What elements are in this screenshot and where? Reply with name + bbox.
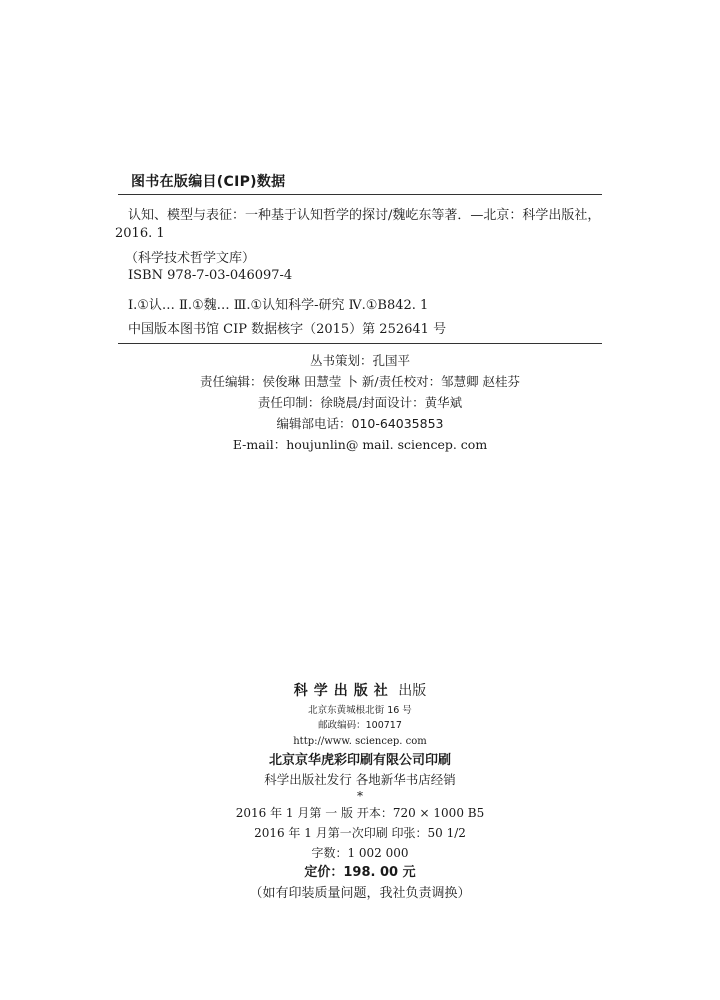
cip-line-series: （科学技术哲学文库） — [125, 251, 256, 266]
cip-line-classification: Ⅰ.①认… Ⅱ.①魏… Ⅲ.①认知科学-研究 Ⅳ.①B842. 1 — [128, 298, 429, 313]
price: 定价：198. 00 元 — [304, 865, 416, 880]
publisher-line — [0, 679, 720, 703]
distribution-line: 科学出版社发行 各地新华书店经销 — [264, 772, 456, 787]
publisher-url: http://www. sciencep. com — [293, 736, 427, 747]
separator-star: * — [357, 789, 363, 803]
cip-line-cip-number: 中国版本图书馆 CIP 数据核字（2015）第 252641 号 — [128, 322, 447, 337]
print-and-cover-design: 责任印制：徐晓晨/封面设计：黄华斌 — [257, 395, 463, 410]
series-planner: 丛书策划：孔国平 — [309, 353, 410, 368]
editorial-phone: 编辑部电话：010-64035853 — [276, 416, 444, 431]
editorial-email: E-mail：houjunlin@ mail. sciencep. com — [232, 437, 488, 452]
cip-line-date: 2016. 1 — [115, 226, 165, 241]
printer-line: 北京京华虎彩印刷有限公司印刷 — [268, 753, 451, 768]
publisher-address: 北京东黄城根北街 16 号 — [308, 705, 412, 716]
publisher-postcode: 邮政编码：100717 — [318, 720, 402, 731]
printing-line: 2016 年 1 月第一次印刷 印张：50 1/2 — [254, 826, 466, 840]
publication-block — [0, 679, 720, 905]
responsible-editors: 责任编辑：侯俊琳 田慧莹 卜 新/责任校对：邹慧卿 赵桂芬 — [199, 374, 521, 389]
quality-notice: （如有印装质量问题，我社负责调换） — [249, 886, 471, 901]
publisher-name: 科学出版社 — [293, 683, 394, 699]
publisher-suffix: 出版 — [398, 683, 427, 699]
cip-title: 图书在版编目(CIP)数据 — [131, 174, 286, 190]
cip-top-rule — [118, 194, 602, 195]
cip-bottom-rule — [118, 343, 602, 344]
cip-line-isbn: ISBN 978-7-03-046097-4 — [128, 268, 293, 283]
word-count: 字数：1 002 000 — [311, 846, 409, 860]
edition-line: 2016 年 1 月第 一 版 开本：720 × 1000 B5 — [235, 806, 485, 820]
cip-line-title: 认知、模型与表征：一种基于认知哲学的探讨/魏屹东等著．—北京：科学出版社， — [128, 208, 601, 223]
credits-block — [0, 350, 720, 455]
